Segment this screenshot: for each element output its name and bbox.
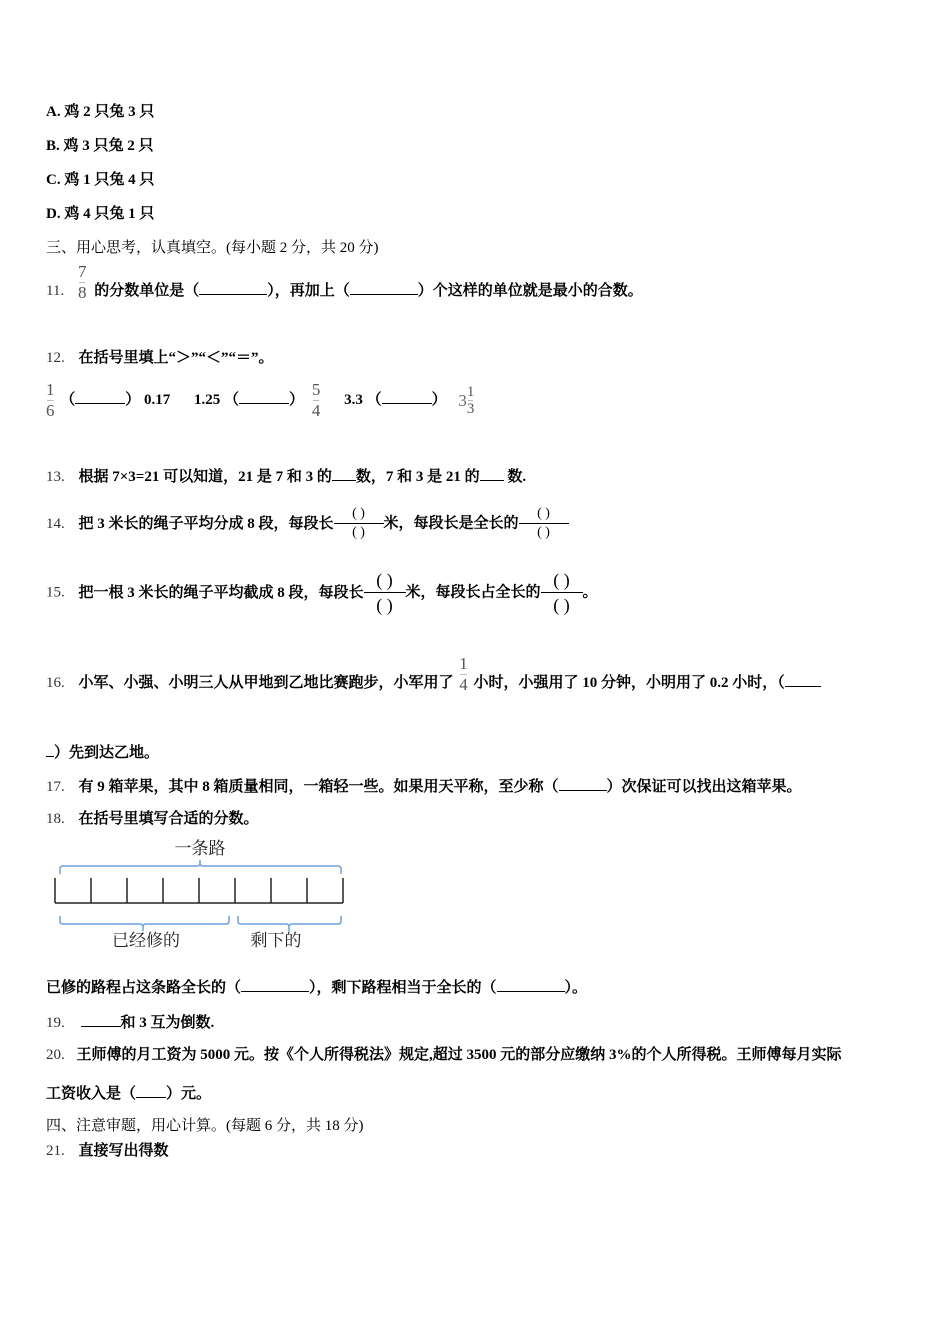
question-16-continued	[46, 742, 159, 762]
fraction-5-4	[312, 380, 321, 421]
question-14	[46, 505, 569, 542]
built-brace-icon	[60, 916, 229, 931]
option-c	[46, 171, 154, 189]
answer-blank[interactable]	[785, 672, 821, 687]
question-text: 小军、小强、小明三人从甲地到乙地比赛跑步，小军用了	[78, 675, 454, 691]
question-text: 数，7 和 3 是 21 的	[355, 469, 480, 485]
question-18	[46, 810, 259, 828]
value: 0.17	[144, 391, 171, 408]
question-text: 米，每段长占全长的	[405, 584, 541, 601]
numerator-blank[interactable]: ( )	[352, 506, 365, 521]
road-diagram-svg	[52, 836, 352, 956]
numerator-blank[interactable]: ( )	[553, 570, 570, 590]
numerator: 1	[466, 384, 475, 400]
fraction-1-3	[467, 384, 475, 417]
answer-blank[interactable]	[46, 742, 54, 757]
numerator: 1	[46, 380, 55, 399]
denominator: 6	[46, 401, 55, 420]
option-text: 鸡 3 只兔 2 只	[63, 138, 154, 154]
question-11	[46, 262, 643, 303]
question-text: ）个这样的单位就是最小的合数。	[417, 283, 643, 299]
question-12-items	[46, 380, 474, 421]
road-segments	[55, 878, 343, 903]
answer-fraction[interactable]	[364, 568, 406, 617]
answer-blank[interactable]	[497, 977, 565, 992]
denominator-blank[interactable]: ( )	[352, 525, 365, 540]
question-text: ）。	[564, 980, 588, 996]
answer-blank[interactable]	[559, 776, 607, 791]
remaining-brace-icon	[238, 916, 341, 931]
section-4-title: 四、注意审题，用心计算。(每题 6 分，共 18 分)	[46, 1118, 364, 1134]
question-text: 有 9 箱苹果，其中 8 箱质量相同，一箱轻一些。如果用天平称，至少称（	[78, 779, 559, 795]
answer-fraction[interactable]	[541, 568, 583, 617]
numerator: 1	[459, 654, 468, 673]
answer-blank[interactable]	[81, 1012, 121, 1027]
option-letter: B.	[46, 138, 60, 154]
option-b	[46, 137, 154, 155]
remaining-label: 剩下的	[250, 931, 302, 951]
answer-fraction[interactable]	[334, 505, 384, 542]
answer-blank[interactable]	[382, 389, 432, 404]
question-number: 15.	[46, 584, 65, 601]
denominator-blank[interactable]: ( )	[537, 525, 550, 540]
answer-fraction[interactable]	[519, 505, 569, 542]
answer-blank[interactable]	[239, 389, 289, 404]
numerator-blank[interactable]: ( )	[537, 506, 550, 521]
denominator: 4	[459, 675, 468, 694]
question-number: 19.	[46, 1015, 65, 1031]
question-number: 21.	[46, 1143, 65, 1159]
question-number: 17.	[46, 779, 65, 795]
question-text: ），剩下路程相当于全长的（	[309, 980, 497, 996]
option-a	[46, 103, 154, 121]
denominator-blank[interactable]: ( )	[553, 595, 570, 615]
question-text: 工资收入是（	[46, 1086, 137, 1102]
section-3-title: 三、用心思考，认真填空。(每小题 2 分，共 20 分)	[46, 240, 379, 256]
numerator: 7	[77, 262, 87, 281]
question-text: ）次保证可以找出这箱苹果。	[606, 779, 802, 795]
question-number: 13.	[46, 469, 65, 485]
option-letter: C.	[46, 172, 61, 188]
fraction-1-4	[459, 654, 468, 695]
question-text: 小时，小强用了 10 分钟，小明用了 0.2 小时，（	[473, 675, 785, 691]
value: 1.25	[194, 391, 221, 408]
option-letter: A.	[46, 104, 61, 120]
question-text: 的分数单位是（	[94, 283, 200, 299]
question-20-continued	[46, 1083, 211, 1103]
denominator-blank[interactable]: ( )	[376, 595, 393, 615]
question-20	[46, 1046, 842, 1064]
question-text: 直接写出得数	[78, 1143, 169, 1159]
question-text: 把 3 米长的绳子平均分成 8 段，每段长	[78, 515, 334, 532]
paren: （	[366, 391, 382, 408]
question-number: 12.	[46, 350, 65, 366]
answer-blank[interactable]	[75, 389, 125, 404]
paren: ）	[125, 391, 141, 408]
question-number: 20.	[46, 1047, 65, 1063]
question-number: 18.	[46, 811, 65, 827]
denominator: 3	[466, 401, 475, 417]
answer-blank[interactable]	[480, 466, 504, 481]
denominator: 8	[77, 283, 87, 302]
numerator: 5	[311, 380, 321, 399]
question-text: ）先到达乙地。	[54, 745, 160, 761]
question-text: 把一根 3 米长的绳子平均截成 8 段，每段长	[78, 584, 364, 601]
road-label: 一条路	[174, 839, 226, 859]
question-18-answers	[46, 977, 587, 997]
top-brace-icon	[60, 860, 341, 874]
paren: （	[224, 391, 240, 408]
option-letter: D.	[46, 206, 61, 222]
question-number: 11.	[46, 283, 65, 299]
question-text: 米，每段长是全长的	[383, 515, 519, 532]
numerator-blank[interactable]: ( )	[376, 570, 393, 590]
question-text: 数.	[503, 469, 527, 485]
question-text: 。	[582, 584, 598, 601]
question-17	[46, 776, 802, 796]
whole-number: 3	[458, 390, 467, 410]
option-text: 鸡 4 只兔 1 只	[64, 206, 155, 222]
question-text: 王师傅的月工资为 5000 元。按《个人所得税法》规定,超过 3500 元的部分应缴纳 3%的个人所得税。王师傅每月实际	[76, 1047, 842, 1063]
fraction-1-6	[46, 380, 55, 421]
value: 3.3	[344, 391, 363, 408]
answer-blank[interactable]	[241, 977, 309, 992]
built-label: 已经修的	[112, 931, 180, 951]
paren: ）	[431, 391, 447, 408]
question-21	[46, 1142, 169, 1160]
option-d	[46, 205, 154, 223]
question-number: 14.	[46, 515, 65, 532]
fraction-7-8	[78, 262, 87, 303]
question-text: 已修的路程占这条路全长的（	[46, 980, 242, 996]
answer-blank[interactable]	[350, 280, 418, 295]
question-text: 在括号里填上“＞”“＜”“＝”。	[78, 350, 274, 366]
answer-blank[interactable]	[199, 280, 267, 295]
question-15	[46, 568, 598, 617]
question-19	[46, 1012, 214, 1032]
question-text: 在括号里填写合适的分数。	[78, 811, 259, 827]
question-12	[46, 349, 274, 367]
road-diagram	[52, 836, 352, 956]
paren: ）	[289, 391, 305, 408]
paren: （	[60, 391, 76, 408]
question-16	[46, 654, 821, 695]
answer-blank[interactable]	[332, 466, 356, 481]
option-text: 鸡 2 只兔 3 只	[64, 104, 155, 120]
option-text: 鸡 1 只兔 4 只	[64, 172, 155, 188]
question-number: 16.	[46, 675, 65, 691]
denominator: 4	[311, 401, 321, 420]
question-text: 和 3 互为倒数.	[120, 1015, 215, 1031]
question-text: ）元。	[166, 1086, 212, 1102]
question-13	[46, 466, 526, 486]
question-text: 根据 7×3=21 可以知道，21 是 7 和 3 的	[78, 469, 332, 485]
answer-blank[interactable]	[136, 1083, 166, 1098]
question-text: ），再加上（	[267, 283, 350, 299]
